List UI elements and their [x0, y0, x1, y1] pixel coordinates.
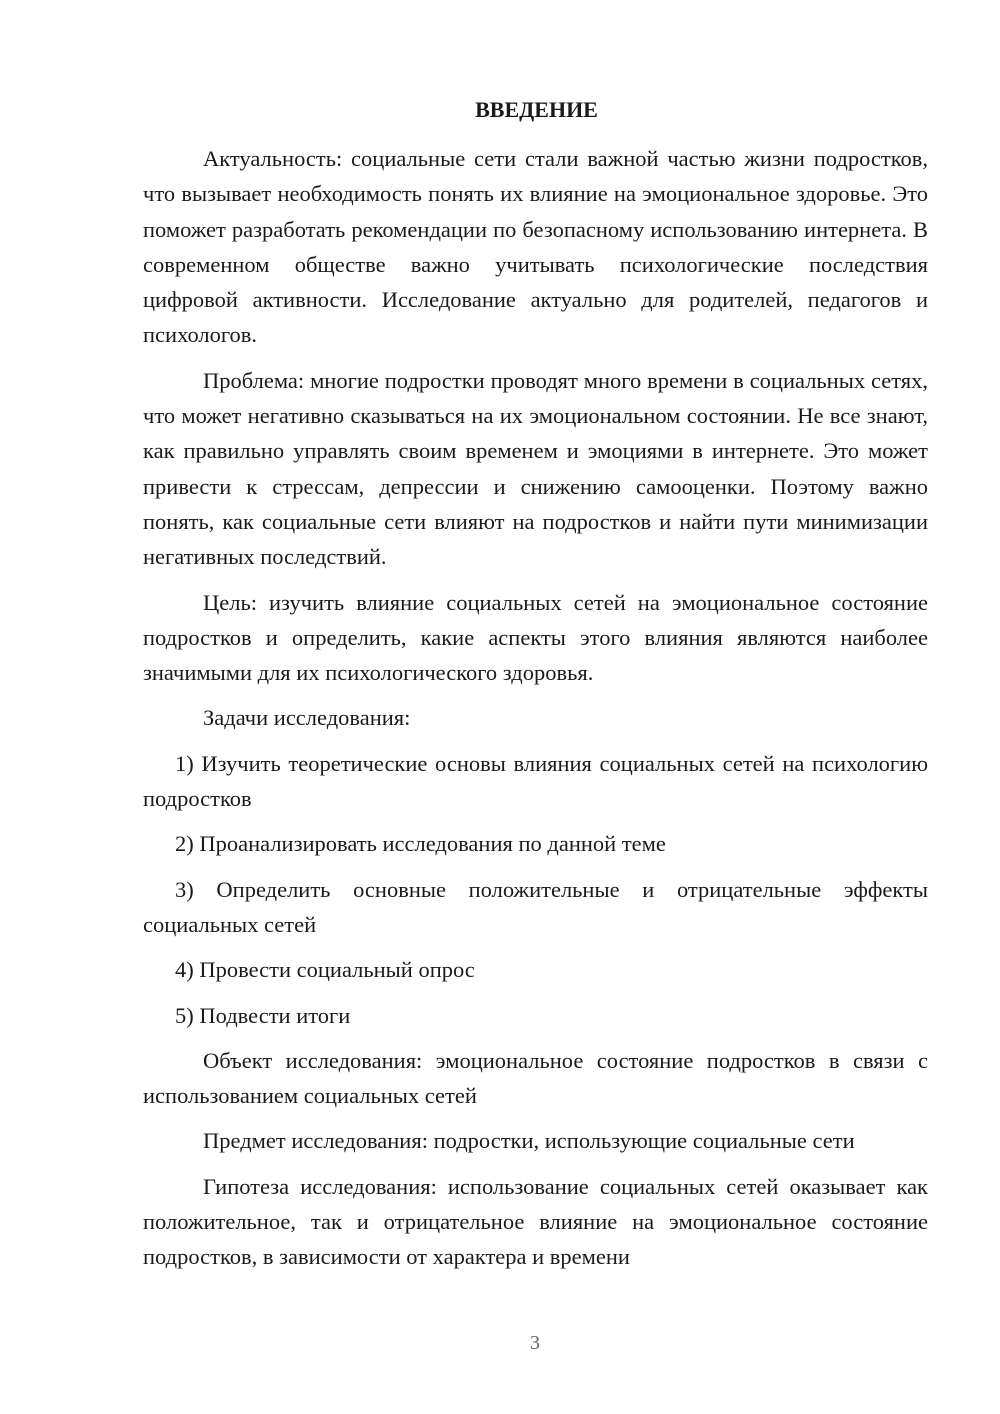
object-paragraph: Объект исследования: эмоциональное состояние подростков в связи с использованием социальных сетей	[143, 1047, 928, 1109]
page-content	[143, 92, 928, 1275]
hypothesis-paragraph: Гипотеза исследования: использование социальных сетей оказывает как положительное, так и отрицательное влияние на эмоциональное состояние подростков, в зависимости от характера и времени	[143, 1173, 928, 1270]
page-number: 3	[530, 1332, 540, 1354]
relevance-paragraph: Актуальность: социальные сети стали важной частью жизни подростков, что вызывает необходимость понять их влияние на эмоциональное здоровье. Это поможет разработать рекомендации по безопасному использованию интернета. В современном обществе важно учитывать психологические последствия цифровой активности. Исследование актуально для родителей, педагогов и психологов.	[143, 146, 928, 348]
tasks-heading: Задачи исследования:	[203, 705, 411, 731]
problem-paragraph: Проблема: многие подростки проводят много времени в социальных сетях, что может негативно сказываться на их эмоциональном состоянии. Не все знают, как правильно управлять своим временем и эмоциями в интернете. Это может привести к стрессам, депрессии и снижению самооценки. Поэтому важно понять, как социальные сети влияют на подростков и найти пути минимизации негативных последствий.	[143, 367, 928, 570]
section-title: ВВЕДЕНИЕ	[475, 97, 598, 122]
task-item-1: 1) Изучить теоретические основы влияния социальных сетей на психологию подростков	[143, 750, 928, 812]
subject-paragraph: Предмет исследования: подростки, использующие социальные сети	[203, 1128, 855, 1154]
task-item-4: 4) Провести социальный опрос	[175, 957, 475, 983]
task-item-2: 2) Проанализировать исследования по данной теме	[175, 831, 666, 857]
task-item-5: 5) Подвести итоги	[175, 1002, 351, 1028]
task-item-3: 3) Определить основные положительные и отрицательные эффекты социальных сетей	[143, 876, 928, 937]
goal-paragraph: Цель: изучить влияние социальных сетей на эмоциональное состояние подростков и определить, какие аспекты этого влияния являются наиболее значимыми для их психологического здоровья.	[143, 589, 928, 686]
